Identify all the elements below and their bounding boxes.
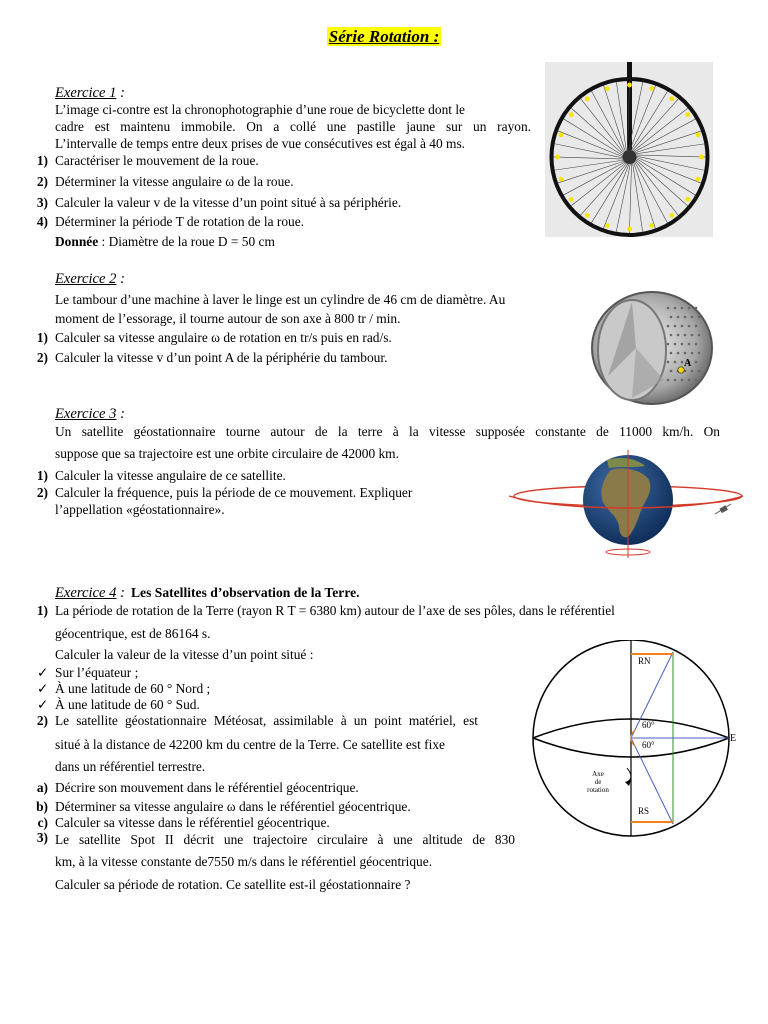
spoke (581, 99, 625, 154)
ex2-intro-line-2: moment de l’essorage, il tourne autour de son axe à 800 tr / min. (55, 311, 401, 326)
drum-hole (681, 307, 684, 310)
drum-hole (681, 379, 684, 382)
ex1-q3-number: 3) (36, 195, 48, 210)
ex3-intro-line-2: suppose que sa trajectoire est une orbite circulaire de 42000 km. (55, 446, 399, 461)
spoke (634, 131, 701, 153)
ex4-check-2: À une latitude de 60 ° Nord ; (55, 681, 211, 696)
drum-drawing (588, 288, 716, 410)
ex1-q2-text: Déterminer la vitesse angulaire ω de la roue. (55, 174, 294, 189)
ex4-check-1: Sur l’équateur ; (55, 665, 139, 680)
yellow-marker (685, 112, 690, 117)
exercise-3-heading (55, 406, 125, 423)
point-a-label: A (684, 358, 692, 369)
drum-hole (698, 316, 701, 319)
ex4-qa-text: Décrire son mouvement dans le référentiel géocentrique. (55, 780, 359, 795)
spoke (581, 163, 628, 216)
axis-label-3: rotation (587, 786, 609, 794)
angle-south-label: 60° (642, 740, 655, 750)
exercise-1-title: Exercice 1 (55, 85, 117, 101)
drum-hole (684, 316, 687, 319)
ex2-q2-text: Calculer la vitesse v d’un point A de la périphérie du tambour. (55, 350, 388, 365)
ex1-donnee (55, 234, 275, 250)
drum-hole (695, 361, 698, 364)
ex4-q2-number: 2) (36, 713, 48, 728)
yellow-marker (559, 177, 564, 182)
yellow-marker (559, 132, 564, 137)
checkmark-icon: ✓ (37, 665, 49, 680)
drum-hole (674, 379, 677, 382)
drum-hole (695, 379, 698, 382)
ex1-q1-text: Caractériser le mouvement de la roue. (55, 153, 259, 168)
angle-north-label: 60° (642, 720, 655, 730)
spoke (591, 163, 628, 223)
ex3-q1-number: 1) (36, 468, 48, 483)
yellow-marker (555, 155, 560, 160)
drum-hole (698, 334, 701, 337)
yellow-marker (569, 112, 574, 117)
ex1-q3-text: Calculer la valeur v de la vitesse d’un point situé à sa périphérie. (55, 195, 402, 210)
ex4-q1-line-3: Calculer la valeur de la vitesse d’un point situé : (55, 647, 314, 662)
ex3-q2-continuation: l’appellation «géostationnaire». (55, 502, 225, 517)
spoke (635, 160, 679, 215)
ex2-q1-text: Calculer sa vitesse angulaire ω de rotation en tr/s puis en rad/s. (55, 330, 392, 345)
spoke (571, 108, 624, 155)
ex1-intro-line-2: cadre est maintenu immobile. On a collé une pastille jaune sur un rayon. (55, 119, 531, 134)
ex2-q2-number: 2) (36, 350, 48, 365)
exercise-1-colon: : (116, 85, 125, 101)
drum-hole (667, 343, 670, 346)
exercise-1-heading (55, 85, 125, 102)
drum-hole (670, 370, 673, 373)
yellow-marker (649, 86, 654, 91)
ex4-q3-number: 3) (36, 830, 48, 845)
drum-hole (698, 370, 701, 373)
exercise-4-title: Exercice 4 (55, 585, 117, 601)
ex4-q3-line-2: km, à la vitesse constante de7550 m/s dans le référentiel géocentrique. (55, 854, 433, 869)
spoke (603, 163, 629, 228)
drum-hole (688, 343, 691, 346)
exercise-3-title: Exercice 3 (55, 406, 117, 422)
yellow-marker (585, 96, 590, 101)
latitude-diagram (525, 640, 755, 840)
ex4-q1-line-1: La période de rotation de la Terre (rayon R T = 6380 km) autour de l’axe de ses pôles, dans le référentiel (55, 603, 615, 618)
yellow-marker (649, 223, 654, 228)
drum-hole (681, 325, 684, 328)
drum-hole (681, 361, 684, 364)
drum-hole (677, 352, 680, 355)
ex4-qb-number: b) (36, 799, 48, 814)
ex2-q1-number: 1) (36, 330, 48, 345)
drum-hole (695, 343, 698, 346)
ex4-q3-line-3: Calculer sa période de rotation. Ce satellite est-il géostationnaire ? (55, 877, 411, 892)
ex1-q1-number: 1) (36, 153, 48, 168)
spoke (635, 159, 688, 206)
ex1-q4-text: Déterminer la période T de rotation de la roue. (55, 214, 304, 229)
drum-hole (684, 334, 687, 337)
drum-hole (684, 352, 687, 355)
ex1-intro-line-3: L’intervalle de temps entre deux prises de vue consécutives est égal à 40 ms. (55, 136, 466, 151)
drum-hole (691, 352, 694, 355)
ex2-intro-line-1: Le tambour d’une machine à laver le linge est un cylindre de 46 cm de diamètre. Au (55, 292, 506, 307)
drum-hole (667, 361, 670, 364)
checkmark-icon: ✓ (37, 697, 49, 712)
spoke (558, 161, 625, 183)
axis-label-1: Axe (592, 770, 604, 778)
bicycle-wheel-image (545, 62, 713, 237)
ex4-qa-number: a) (36, 780, 48, 795)
ex3-q1-text: Calculer la vitesse angulaire de ce satellite. (55, 468, 286, 483)
ex4-q2-line-2: situé à la distance de 42200 km du centre de la Terre. Ce satellite est fixe (55, 737, 445, 752)
e-label: E (730, 733, 737, 744)
drum-hole (674, 361, 677, 364)
exercise-2-title: Exercice 2 (55, 271, 117, 287)
spoke (635, 158, 695, 195)
ex1-intro-line-1: L’image ci-contre est la chronophotographie d’une roue de bicyclette dont le (55, 102, 465, 117)
wheel-drawing (545, 62, 713, 237)
drum-hole (688, 325, 691, 328)
ex1-donnee-label: Donnée (55, 234, 99, 249)
rs-label: RS (638, 806, 650, 816)
ex3-q2-number: 2) (36, 485, 48, 500)
yellow-marker (669, 96, 674, 101)
ex1-donnee-text: : Diamètre de la roue D = 50 cm (98, 234, 275, 249)
drum-hole (674, 343, 677, 346)
exercise-2-colon: : (116, 271, 125, 287)
spoke (633, 108, 688, 152)
drum-hole (674, 325, 677, 328)
ex1-q4-number: 4) (36, 214, 48, 229)
spoke (635, 155, 705, 157)
spoke (630, 86, 656, 151)
exercise-4-colon: : (116, 585, 125, 601)
spoke (616, 82, 626, 152)
yellow-marker (569, 197, 574, 202)
drum-hole (667, 307, 670, 310)
spoke (633, 162, 643, 232)
ex4-q3-line-1: Le satellite Spot II décrit une trajectoire circulaire à une altitude de 830 (55, 832, 515, 847)
drum-hole (677, 334, 680, 337)
spoke (632, 99, 679, 152)
drum-hole (691, 316, 694, 319)
exercise-2-heading (55, 271, 125, 288)
ex4-q2-line-1: Le satellite géostationnaire Météosat, assimilable à un point matériel, est (55, 713, 478, 728)
exercise-3-colon: : (116, 406, 125, 422)
latitude-diagram-svg (525, 640, 755, 840)
earth-orbit-drawing (503, 448, 743, 560)
drum-hole (688, 307, 691, 310)
ex3-q2-text: Calculer la fréquence, puis la période de ce mouvement. Expliquer (55, 485, 413, 500)
title-text: Série Rotation : (328, 27, 440, 46)
drum-hole (670, 334, 673, 337)
spoke (604, 86, 626, 153)
yellow-marker (627, 83, 632, 88)
yellow-marker (699, 155, 704, 160)
yellow-marker (627, 227, 632, 232)
spoke (633, 162, 655, 229)
checkmark-icon: ✓ (37, 681, 49, 696)
earth-orbit-image (503, 448, 743, 560)
yellow-marker (605, 223, 610, 228)
drum-hole (674, 307, 677, 310)
ex4-qb-text: Déterminer sa vitesse angulaire ω dans le référentiel géocentrique. (55, 799, 411, 814)
drum-hole (695, 325, 698, 328)
yellow-marker (605, 86, 610, 91)
ex4-q1-line-2: géocentrique, est de 86164 s. (55, 626, 211, 641)
yellow-marker (696, 132, 701, 137)
spoke (631, 91, 668, 151)
drum-hole (667, 379, 670, 382)
wheel-hub (623, 150, 637, 164)
drum-hole (698, 352, 701, 355)
drum-hole (677, 316, 680, 319)
ex4-qc-text: Calculer sa vitesse dans le référentiel géocentrique. (55, 815, 330, 830)
rn-label: RN (638, 656, 651, 666)
ex4-q2-line-3: dans un référentiel terrestre. (55, 759, 206, 774)
ex4-q1-number: 1) (36, 603, 48, 618)
ex3-intro-line-1: Un satellite géostationnaire tourne autour de la terre à la vitesse supposée constante de 11000 km/h. On (55, 424, 720, 439)
exercise-4-subtitle: Les Satellites d’observation de la Terre. (130, 585, 360, 600)
drum-hole (688, 379, 691, 382)
yellow-marker (585, 213, 590, 218)
spoke (636, 157, 701, 183)
yellow-marker (696, 177, 701, 182)
satellite-panels (715, 504, 731, 514)
axis-label-2: de (594, 778, 602, 786)
drum-hole (695, 307, 698, 310)
drum-hole (670, 352, 673, 355)
drum-hole (670, 316, 673, 319)
spoke (555, 160, 625, 170)
exercise-4-heading (55, 585, 360, 602)
ex4-qc-number: c) (37, 815, 48, 830)
spoke (629, 163, 631, 233)
spoke (564, 119, 624, 156)
washing-drum-image (588, 288, 716, 410)
drum-hole (691, 370, 694, 373)
ex4-check-3: À une latitude de 60 ° Sud. (55, 697, 200, 712)
spoke (554, 157, 624, 159)
spoke (571, 162, 626, 206)
yellow-marker (685, 197, 690, 202)
ex1-q2-number: 2) (36, 174, 48, 189)
spoke (635, 144, 705, 154)
yellow-marker (669, 213, 674, 218)
page-title (0, 27, 768, 47)
drum-hole (667, 325, 670, 328)
spoke (558, 131, 623, 157)
drum-hole (691, 334, 694, 337)
drum-hole (681, 343, 684, 346)
